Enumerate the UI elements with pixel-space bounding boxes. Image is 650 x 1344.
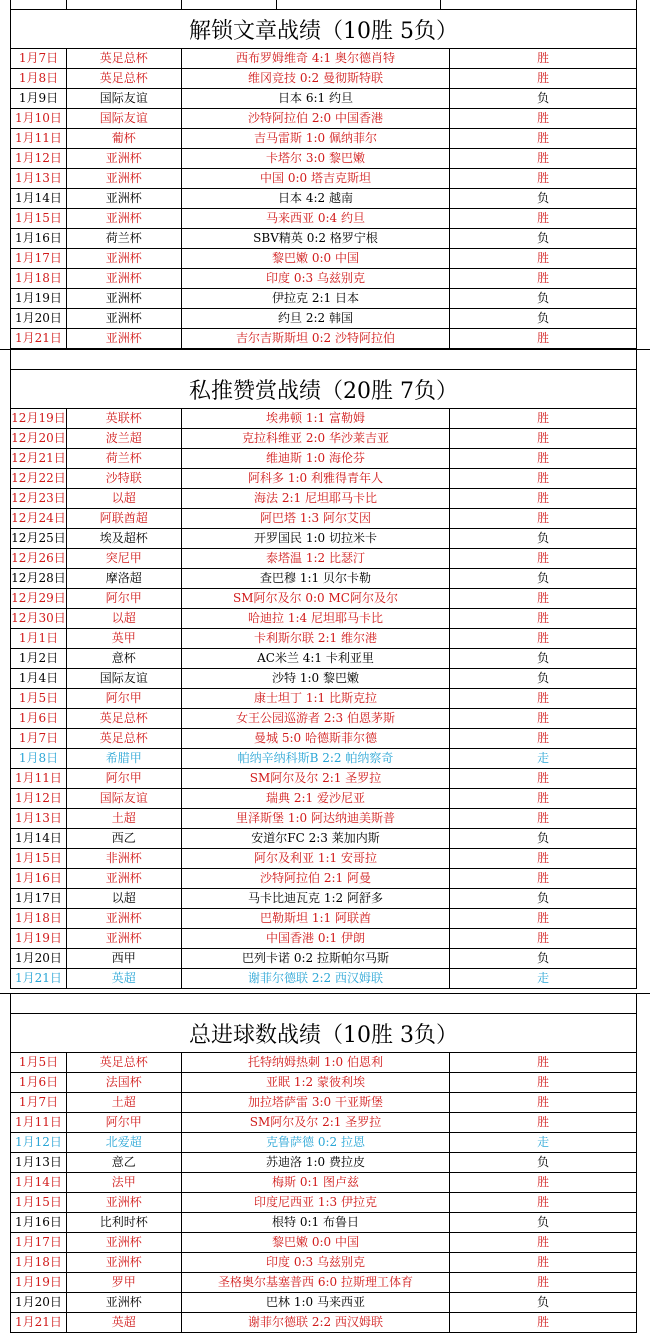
competition-cell: 亚洲杯 bbox=[67, 149, 182, 168]
date-cell: 1月18日 bbox=[11, 1253, 67, 1272]
competition-cell: 英足总杯 bbox=[67, 1053, 182, 1072]
result-cell: 胜 bbox=[537, 1075, 550, 1089]
table-row bbox=[10, 1273, 637, 1293]
result-cell: 胜 bbox=[537, 811, 550, 825]
match-cell: 中国 0:0 塔吉克斯坦 bbox=[182, 169, 451, 188]
competition-cell: 亚洲杯 bbox=[67, 909, 182, 928]
competition-cell: 埃及超杯 bbox=[67, 529, 182, 548]
competition-cell: 以超 bbox=[67, 489, 182, 508]
date-cell: 1月15日 bbox=[11, 849, 67, 868]
result-cell: 走 bbox=[537, 1135, 550, 1149]
competition-cell: 非洲杯 bbox=[67, 849, 182, 868]
result-cell: 胜 bbox=[537, 1055, 550, 1069]
competition-cell: 英足总杯 bbox=[67, 729, 182, 748]
result-cell: 胜 bbox=[537, 911, 550, 925]
match-cell: 帕纳辛纳科斯B 2:2 帕纳察奇 bbox=[182, 749, 451, 768]
date-cell: 1月16日 bbox=[11, 229, 67, 248]
table-row bbox=[10, 129, 637, 149]
competition-cell: 亚洲杯 bbox=[67, 189, 182, 208]
date-cell: 12月28日 bbox=[11, 569, 67, 588]
table-row bbox=[10, 149, 637, 169]
competition-cell: 英超 bbox=[67, 1313, 182, 1332]
match-cell: AC米兰 4:1 卡利亚里 bbox=[182, 649, 451, 668]
result-cell: 胜 bbox=[537, 1255, 550, 1269]
result-cell: 胜 bbox=[537, 731, 550, 745]
table-row bbox=[10, 729, 637, 749]
table-row bbox=[10, 929, 637, 949]
competition-cell: 国际友谊 bbox=[67, 109, 182, 128]
date-cell: 12月29日 bbox=[11, 589, 67, 608]
match-cell: 亚眠 1:2 蒙彼利埃 bbox=[182, 1073, 451, 1092]
table-row bbox=[10, 769, 637, 789]
date-cell: 1月12日 bbox=[11, 789, 67, 808]
competition-cell: 英足总杯 bbox=[67, 69, 182, 88]
table-row bbox=[10, 1233, 637, 1253]
date-cell: 1月21日 bbox=[11, 329, 67, 348]
competition-cell: 阿联酋超 bbox=[67, 509, 182, 528]
match-cell: 伊拉克 2:1 日本 bbox=[182, 289, 451, 308]
competition-cell: 阿尔甲 bbox=[67, 589, 182, 608]
match-cell: 吉尔吉斯斯坦 0:2 沙特阿拉伯 bbox=[182, 329, 451, 348]
competition-cell: 西乙 bbox=[67, 829, 182, 848]
match-cell: 谢菲尔德联 2:2 西汉姆联 bbox=[182, 969, 451, 988]
match-cell: 日本 4:2 越南 bbox=[182, 189, 451, 208]
date-cell: 1月19日 bbox=[11, 929, 67, 948]
competition-cell: 亚洲杯 bbox=[67, 209, 182, 228]
table-row bbox=[10, 649, 637, 669]
result-cell: 胜 bbox=[537, 1115, 550, 1129]
match-cell: SBV精英 0:2 格罗宁根 bbox=[182, 229, 451, 248]
competition-cell: 亚洲杯 bbox=[67, 169, 182, 188]
table-row bbox=[10, 1153, 637, 1173]
result-cell: 负 bbox=[537, 231, 550, 245]
table-row bbox=[10, 749, 637, 769]
date-cell: 12月30日 bbox=[11, 609, 67, 628]
match-cell: 托特纳姆热刺 1:0 伯恩利 bbox=[182, 1053, 451, 1072]
table-row bbox=[10, 449, 637, 469]
date-cell: 1月14日 bbox=[11, 1173, 67, 1192]
date-cell: 1月11日 bbox=[11, 129, 67, 148]
date-cell: 1月17日 bbox=[11, 249, 67, 268]
match-cell: 泰塔温 1:2 比瑟汀 bbox=[182, 549, 451, 568]
date-cell: 1月17日 bbox=[11, 1233, 67, 1252]
match-cell: 克鲁萨德 0:2 拉恩 bbox=[182, 1133, 451, 1152]
competition-cell: 亚洲杯 bbox=[67, 1253, 182, 1272]
date-cell: 1月14日 bbox=[11, 829, 67, 848]
match-cell: 沙特阿拉伯 2:1 阿曼 bbox=[182, 869, 451, 888]
result-cell: 负 bbox=[537, 1155, 550, 1169]
result-cell: 胜 bbox=[537, 151, 550, 165]
result-cell: 负 bbox=[537, 951, 550, 965]
section-title: 解锁文章战绩（10胜 5负） bbox=[10, 9, 637, 49]
table-row bbox=[10, 109, 637, 129]
result-cell: 负 bbox=[537, 1215, 550, 1229]
result-cell: 胜 bbox=[537, 511, 550, 525]
table-row bbox=[10, 509, 637, 529]
date-cell: 12月25日 bbox=[11, 529, 67, 548]
table-row bbox=[10, 549, 637, 569]
match-cell: 苏迪洛 1:0 费拉皮 bbox=[182, 1153, 451, 1172]
date-cell: 1月12日 bbox=[11, 149, 67, 168]
match-cell: 圣格奥尔基塞普西 6:0 拉斯理工体育 bbox=[182, 1273, 451, 1292]
result-cell: 胜 bbox=[537, 451, 550, 465]
date-cell: 1月2日 bbox=[11, 649, 67, 668]
date-cell: 1月1日 bbox=[11, 629, 67, 648]
table-row bbox=[10, 1313, 637, 1333]
table-row bbox=[10, 1113, 637, 1133]
date-cell: 1月14日 bbox=[11, 189, 67, 208]
match-cell: 日本 6:1 约旦 bbox=[182, 89, 451, 108]
table-row bbox=[10, 1213, 637, 1233]
date-cell: 1月5日 bbox=[11, 689, 67, 708]
competition-cell: 亚洲杯 bbox=[67, 249, 182, 268]
result-cell: 负 bbox=[537, 671, 550, 685]
result-cell: 负 bbox=[537, 311, 550, 325]
table-row bbox=[10, 209, 637, 229]
competition-cell: 亚洲杯 bbox=[67, 329, 182, 348]
match-cell: 查巴穆 1:1 贝尔卡勒 bbox=[182, 569, 451, 588]
result-cell: 胜 bbox=[537, 1315, 550, 1329]
table-row bbox=[10, 669, 637, 689]
table-row bbox=[10, 189, 637, 209]
competition-cell: 阿尔甲 bbox=[67, 689, 182, 708]
result-cell: 胜 bbox=[537, 411, 550, 425]
table-row bbox=[10, 289, 637, 309]
result-cell: 胜 bbox=[537, 1275, 550, 1289]
table-row bbox=[10, 809, 637, 829]
competition-cell: 英甲 bbox=[67, 629, 182, 648]
section-spacer bbox=[0, 349, 650, 369]
result-cell: 胜 bbox=[537, 591, 550, 605]
result-cell: 胜 bbox=[537, 251, 550, 265]
match-cell: 女王公园巡游者 2:3 伯恩茅斯 bbox=[182, 709, 451, 728]
competition-cell: 国际友谊 bbox=[67, 669, 182, 688]
section-title: 私推赞赏战绩（20胜 7负） bbox=[10, 369, 637, 409]
match-cell: 开罗国民 1:0 切拉米卡 bbox=[182, 529, 451, 548]
competition-cell: 波兰超 bbox=[67, 429, 182, 448]
section-spacer bbox=[0, 993, 650, 1013]
competition-cell: 摩洛超 bbox=[67, 569, 182, 588]
table-row bbox=[10, 789, 637, 809]
competition-cell: 西甲 bbox=[67, 949, 182, 968]
competition-cell: 国际友谊 bbox=[67, 789, 182, 808]
result-cell: 胜 bbox=[537, 271, 550, 285]
result-cell: 负 bbox=[537, 1295, 550, 1309]
match-cell: 根特 0:1 布鲁日 bbox=[182, 1213, 451, 1232]
result-cell: 胜 bbox=[537, 131, 550, 145]
date-cell: 1月13日 bbox=[11, 1153, 67, 1172]
match-cell: 谢菲尔德联 2:2 西汉姆联 bbox=[182, 1313, 451, 1332]
date-cell: 1月16日 bbox=[11, 869, 67, 888]
table-row bbox=[10, 1133, 637, 1153]
match-cell: 巴勒斯坦 1:1 阿联酋 bbox=[182, 909, 451, 928]
match-cell: 梅斯 0:1 图卢兹 bbox=[182, 1173, 451, 1192]
table-row bbox=[10, 1053, 637, 1073]
competition-cell: 意杯 bbox=[67, 649, 182, 668]
match-cell: 中国香港 0:1 伊朗 bbox=[182, 929, 451, 948]
result-cell: 胜 bbox=[537, 551, 550, 565]
table-row bbox=[10, 589, 637, 609]
competition-cell: 北爱超 bbox=[67, 1133, 182, 1152]
result-cell: 负 bbox=[537, 91, 550, 105]
competition-cell: 土超 bbox=[67, 809, 182, 828]
result-cell: 负 bbox=[537, 831, 550, 845]
match-cell: 印度 0:3 乌兹别克 bbox=[182, 269, 451, 288]
date-cell: 1月9日 bbox=[11, 89, 67, 108]
table-row bbox=[10, 1193, 637, 1213]
result-cell: 胜 bbox=[537, 851, 550, 865]
competition-cell: 以超 bbox=[67, 609, 182, 628]
table-row bbox=[10, 949, 637, 969]
date-cell: 1月12日 bbox=[11, 1133, 67, 1152]
match-cell: 瑞典 2:1 爱沙尼亚 bbox=[182, 789, 451, 808]
table-row bbox=[10, 529, 637, 549]
result-cell: 胜 bbox=[537, 71, 550, 85]
competition-cell: 英联杯 bbox=[67, 409, 182, 428]
table-row bbox=[10, 329, 637, 349]
result-cell: 胜 bbox=[537, 1195, 550, 1209]
competition-cell: 国际友谊 bbox=[67, 89, 182, 108]
competition-cell: 土超 bbox=[67, 1093, 182, 1112]
competition-cell: 荷兰杯 bbox=[67, 229, 182, 248]
competition-cell: 法国杯 bbox=[67, 1073, 182, 1092]
match-cell: 阿巴塔 1:3 阿尔艾因 bbox=[182, 509, 451, 528]
table-row bbox=[10, 849, 637, 869]
match-cell: 卡利斯尔联 2:1 维尔港 bbox=[182, 629, 451, 648]
result-cell: 负 bbox=[537, 571, 550, 585]
result-cell: 胜 bbox=[537, 211, 550, 225]
match-cell: 沙特阿拉伯 2:0 中国香港 bbox=[182, 109, 451, 128]
match-cell: 埃弗顿 1:1 富勒姆 bbox=[182, 409, 451, 428]
match-cell: 曼城 5:0 哈德斯菲尔德 bbox=[182, 729, 451, 748]
date-cell: 1月10日 bbox=[11, 109, 67, 128]
table-row bbox=[10, 1093, 637, 1113]
match-cell: 克拉科维亚 2:0 华沙莱吉亚 bbox=[182, 429, 451, 448]
date-cell: 1月7日 bbox=[11, 1093, 67, 1112]
date-cell: 12月26日 bbox=[11, 549, 67, 568]
date-cell: 1月11日 bbox=[11, 769, 67, 788]
date-cell: 1月16日 bbox=[11, 1213, 67, 1232]
date-cell: 1月4日 bbox=[11, 669, 67, 688]
match-cell: 海法 2:1 尼坦耶马卡比 bbox=[182, 489, 451, 508]
date-cell: 1月18日 bbox=[11, 269, 67, 288]
competition-cell: 亚洲杯 bbox=[67, 269, 182, 288]
match-cell: 约旦 2:2 韩国 bbox=[182, 309, 451, 328]
table-row bbox=[10, 89, 637, 109]
table-row bbox=[10, 469, 637, 489]
date-cell: 1月7日 bbox=[11, 729, 67, 748]
table-row bbox=[10, 1253, 637, 1273]
match-cell: 吉马雷斯 1:0 佩纳菲尔 bbox=[182, 129, 451, 148]
table-row bbox=[10, 1073, 637, 1093]
date-cell: 12月24日 bbox=[11, 509, 67, 528]
date-cell: 1月18日 bbox=[11, 909, 67, 928]
result-cell: 胜 bbox=[537, 1235, 550, 1249]
table-row bbox=[10, 69, 637, 89]
match-cell: SM阿尔及尔 2:1 圣罗拉 bbox=[182, 769, 451, 788]
table-row bbox=[10, 229, 637, 249]
date-cell: 1月21日 bbox=[11, 1313, 67, 1332]
table-row bbox=[10, 409, 637, 429]
match-cell: 黎巴嫩 0:0 中国 bbox=[182, 249, 451, 268]
table-row bbox=[10, 969, 637, 989]
table-row bbox=[10, 489, 637, 509]
table-row bbox=[10, 689, 637, 709]
competition-cell: 英超 bbox=[67, 969, 182, 988]
section-title: 总进球数战绩（10胜 3负） bbox=[10, 1013, 637, 1053]
competition-cell: 阿尔甲 bbox=[67, 769, 182, 788]
competition-cell: 亚洲杯 bbox=[67, 869, 182, 888]
match-cell: 马卡比迪瓦克 1:2 阿舒多 bbox=[182, 889, 451, 908]
result-cell: 走 bbox=[537, 751, 550, 765]
competition-cell: 葡杯 bbox=[67, 129, 182, 148]
date-cell: 1月20日 bbox=[11, 309, 67, 328]
table-row bbox=[10, 429, 637, 449]
match-cell: 印度尼西亚 1:3 伊拉克 bbox=[182, 1193, 451, 1212]
match-cell: 印度 0:3 乌兹别克 bbox=[182, 1253, 451, 1272]
competition-cell: 英足总杯 bbox=[67, 49, 182, 68]
date-cell: 12月21日 bbox=[11, 449, 67, 468]
result-cell: 胜 bbox=[537, 331, 550, 345]
match-cell: 巴列卡诺 0:2 拉斯帕尔马斯 bbox=[182, 949, 451, 968]
date-cell: 1月8日 bbox=[11, 69, 67, 88]
date-cell: 1月5日 bbox=[11, 1053, 67, 1072]
competition-cell: 以超 bbox=[67, 889, 182, 908]
competition-cell: 亚洲杯 bbox=[67, 1293, 182, 1312]
date-cell: 1月20日 bbox=[11, 1293, 67, 1312]
date-cell: 1月20日 bbox=[11, 949, 67, 968]
date-cell: 1月13日 bbox=[11, 169, 67, 188]
result-cell: 负 bbox=[537, 191, 550, 205]
date-cell: 1月17日 bbox=[11, 889, 67, 908]
match-cell: 巴林 1:0 马来西亚 bbox=[182, 1293, 451, 1312]
competition-cell: 突尼甲 bbox=[67, 549, 182, 568]
competition-cell: 罗甲 bbox=[67, 1273, 182, 1292]
match-cell: 安道尔FC 2:3 莱加内斯 bbox=[182, 829, 451, 848]
table-row bbox=[10, 829, 637, 849]
result-cell: 胜 bbox=[537, 1175, 550, 1189]
table-row bbox=[10, 1293, 637, 1313]
date-cell: 1月7日 bbox=[11, 49, 67, 68]
date-cell: 1月8日 bbox=[11, 749, 67, 768]
result-cell: 胜 bbox=[537, 691, 550, 705]
match-cell: 加拉塔萨雷 3:0 干亚斯堡 bbox=[182, 1093, 451, 1112]
date-cell: 12月19日 bbox=[11, 409, 67, 428]
date-cell: 1月6日 bbox=[11, 1073, 67, 1092]
date-cell: 12月20日 bbox=[11, 429, 67, 448]
sheet-top-edge bbox=[0, 0, 650, 9]
result-cell: 走 bbox=[537, 971, 550, 985]
table-row bbox=[10, 169, 637, 189]
table-row bbox=[10, 309, 637, 329]
competition-cell: 亚洲杯 bbox=[67, 289, 182, 308]
table-row bbox=[10, 569, 637, 589]
table-row bbox=[10, 609, 637, 629]
result-cell: 负 bbox=[537, 651, 550, 665]
match-cell: 卡塔尔 3:0 黎巴嫩 bbox=[182, 149, 451, 168]
match-cell: SM阿尔及尔 0:0 MC阿尔及尔 bbox=[182, 589, 451, 608]
result-cell: 胜 bbox=[537, 871, 550, 885]
competition-cell: 沙特联 bbox=[67, 469, 182, 488]
result-cell: 胜 bbox=[537, 791, 550, 805]
table-row bbox=[10, 629, 637, 649]
match-cell: 沙特 1:0 黎巴嫩 bbox=[182, 669, 451, 688]
date-cell: 1月21日 bbox=[11, 969, 67, 988]
competition-cell: 亚洲杯 bbox=[67, 309, 182, 328]
result-cell: 胜 bbox=[537, 431, 550, 445]
table-row bbox=[10, 869, 637, 889]
match-cell: 康士坦丁 1:1 比斯克拉 bbox=[182, 689, 451, 708]
result-cell: 胜 bbox=[537, 611, 550, 625]
date-cell: 1月15日 bbox=[11, 1193, 67, 1212]
date-cell: 1月13日 bbox=[11, 809, 67, 828]
match-cell: 西布罗姆维奇 4:1 奥尔德肖特 bbox=[182, 49, 451, 68]
match-cell: 维冈竞技 0:2 曼彻斯特联 bbox=[182, 69, 451, 88]
result-cell: 胜 bbox=[537, 111, 550, 125]
date-cell: 12月23日 bbox=[11, 489, 67, 508]
match-cell: 哈迪拉 1:4 尼坦耶马卡比 bbox=[182, 609, 451, 628]
table-row bbox=[10, 49, 637, 69]
match-cell: 维迪斯 1:0 海伦芬 bbox=[182, 449, 451, 468]
competition-cell: 荷兰杯 bbox=[67, 449, 182, 468]
date-cell: 1月19日 bbox=[11, 1273, 67, 1292]
date-cell: 12月22日 bbox=[11, 469, 67, 488]
match-cell: SM阿尔及尔 2:1 圣罗拉 bbox=[182, 1113, 451, 1132]
competition-cell: 法甲 bbox=[67, 1173, 182, 1192]
match-cell: 里泽斯堡 1:0 阿达纳迪美斯普 bbox=[182, 809, 451, 828]
date-cell: 1月6日 bbox=[11, 709, 67, 728]
competition-cell: 亚洲杯 bbox=[67, 1193, 182, 1212]
date-cell: 1月11日 bbox=[11, 1113, 67, 1132]
result-cell: 负 bbox=[537, 531, 550, 545]
competition-cell: 阿尔甲 bbox=[67, 1113, 182, 1132]
competition-cell: 英足总杯 bbox=[67, 709, 182, 728]
result-cell: 胜 bbox=[537, 1095, 550, 1109]
result-cell: 胜 bbox=[537, 491, 550, 505]
result-cell: 胜 bbox=[537, 471, 550, 485]
competition-cell: 希腊甲 bbox=[67, 749, 182, 768]
result-cell: 胜 bbox=[537, 631, 550, 645]
competition-cell: 意乙 bbox=[67, 1153, 182, 1172]
date-cell: 1月15日 bbox=[11, 209, 67, 228]
match-cell: 马来西亚 0:4 约旦 bbox=[182, 209, 451, 228]
match-cell: 阿尔及利亚 1:1 安哥拉 bbox=[182, 849, 451, 868]
table-row bbox=[10, 249, 637, 269]
table-row bbox=[10, 1173, 637, 1193]
table-row bbox=[10, 889, 637, 909]
competition-cell: 亚洲杯 bbox=[67, 1233, 182, 1252]
result-cell: 胜 bbox=[537, 711, 550, 725]
competition-cell: 比利时杯 bbox=[67, 1213, 182, 1232]
result-cell: 负 bbox=[537, 291, 550, 305]
date-cell: 1月19日 bbox=[11, 289, 67, 308]
table-row bbox=[10, 909, 637, 929]
table-row bbox=[10, 269, 637, 289]
result-cell: 胜 bbox=[537, 171, 550, 185]
match-cell: 阿科多 1:0 利雅得青年人 bbox=[182, 469, 451, 488]
match-cell: 黎巴嫩 0:0 中国 bbox=[182, 1233, 451, 1252]
result-cell: 胜 bbox=[537, 931, 550, 945]
table-row bbox=[10, 709, 637, 729]
result-cell: 胜 bbox=[537, 771, 550, 785]
result-cell: 负 bbox=[537, 891, 550, 905]
competition-cell: 亚洲杯 bbox=[67, 929, 182, 948]
result-cell: 胜 bbox=[537, 51, 550, 65]
